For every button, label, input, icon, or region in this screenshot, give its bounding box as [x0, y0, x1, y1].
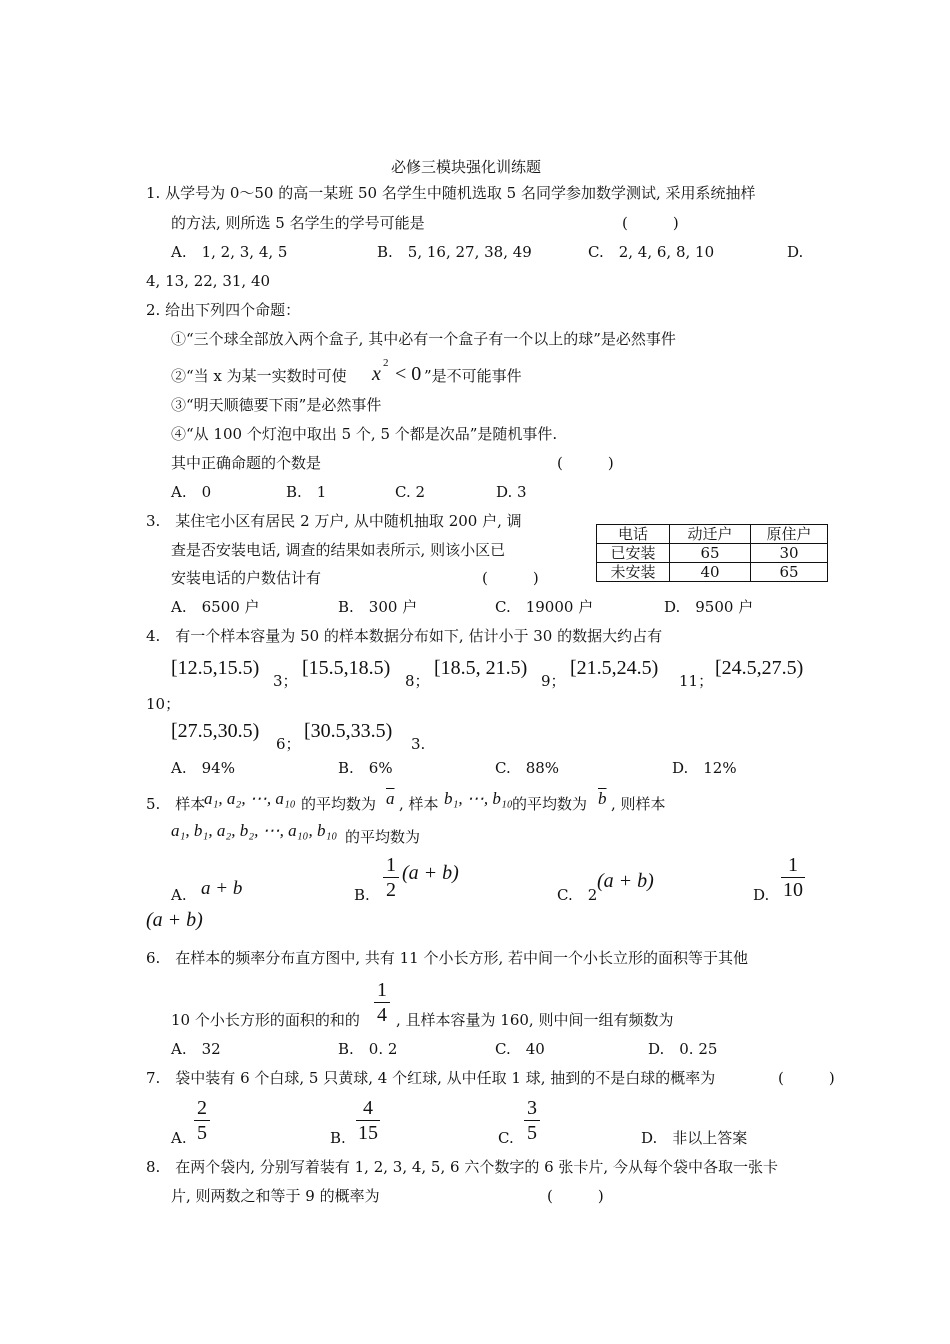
- fraction-denominator: 10: [783, 879, 803, 901]
- q4-interval-count: 6；: [276, 735, 301, 753]
- fraction-bar: [194, 1120, 210, 1121]
- q6-stem-line1: 6. 在样本的频率分布直方图中, 共有 11 个小长方形, 若中间一个小长立形的面积等于其他: [146, 949, 749, 967]
- q5-stem-mid3: 的平均数为: [512, 795, 588, 813]
- q7-stem: 7. 袋中装有 6 个白球, 5 只黄球, 4 个红球, 从中任取 1 球, 抽到的不是白球的概率为: [146, 1069, 716, 1087]
- q4-interval-count-cont: 10；: [146, 695, 181, 713]
- q5-mean-a: $\overline{a}$: [386, 789, 395, 808]
- table-cell: 已安装: [597, 544, 670, 563]
- q3-stem-line3: 安装电话的户数估计有: [171, 569, 322, 587]
- q5-sequence-b: b₁, ⋯, b₁₀: [444, 789, 513, 808]
- q3-option-a: A. 6500 户: [171, 598, 260, 616]
- fraction-numerator: 4: [363, 1097, 373, 1119]
- q5-option-b-label: B.: [354, 886, 370, 904]
- q3-answer-paren: ( ): [482, 569, 539, 587]
- q5-mean-b: $\overline{b}$: [598, 789, 607, 808]
- q5-option-d-fraction: [781, 855, 805, 900]
- fraction-denominator: 4: [377, 1004, 387, 1026]
- q5-option-b-fraction: [383, 855, 399, 900]
- q6-stem-line2-pre: 10 个小长方形的面积的和的: [171, 1011, 360, 1029]
- q7-option-a-label: A.: [171, 1129, 187, 1147]
- q3-stem-line1: 3. 某住宅小区有居民 2 万户, 从中随机抽取 200 户, 调: [146, 512, 522, 530]
- q5-stem-pre: 5. 样本: [146, 795, 206, 813]
- q5-option-d-expr: (a + b): [146, 909, 203, 931]
- fraction-bar: [374, 1002, 390, 1003]
- table-header-cell: 电话: [597, 525, 670, 544]
- q1-option-c: C. 2, 4, 6, 8, 10: [588, 243, 715, 261]
- fraction-numerator: 1: [386, 854, 396, 876]
- q4-interval: [24.5,27.5): [715, 657, 804, 679]
- fraction-numerator: 1: [788, 854, 798, 876]
- q8-stem-line1: 8. 在两个袋内, 分别写着装有 1, 2, 3, 4, 5, 6 六个数字的 6 张卡片, 今从每个袋中各取一张卡: [146, 1158, 778, 1176]
- q5-option-a-expr: a + b: [201, 878, 243, 899]
- q1-answer-paren: ( ): [622, 214, 679, 232]
- q1-option-b: B. 5, 16, 27, 38, 49: [377, 243, 532, 261]
- q5-option-c-expr: (a + b): [597, 870, 654, 892]
- q3-option-b: B. 300 户: [338, 598, 418, 616]
- q4-interval-count: 8；: [405, 672, 430, 690]
- table-header-cell: 动迁户: [670, 525, 751, 544]
- fraction-denominator: 5: [197, 1122, 207, 1144]
- q2-option-d: D. 3: [496, 483, 527, 501]
- table-cell: 65: [670, 544, 751, 563]
- fraction-denominator: 15: [358, 1122, 378, 1144]
- q4-interval-count: 3.: [411, 735, 426, 753]
- q3-survey-table: [596, 524, 828, 582]
- q4-interval: [12.5,15.5): [171, 657, 260, 679]
- q1-option-d-value: 4, 13, 22, 31, 40: [146, 272, 271, 290]
- table-cell: 30: [751, 544, 828, 563]
- q4-interval: [15.5,18.5): [302, 657, 391, 679]
- q5-sequence-a: a₁, a₂, ⋯, a₁₀: [204, 789, 296, 808]
- q3-option-c: C. 19000 户: [495, 598, 594, 616]
- q2-stem: 2. 给出下列四个命题：: [146, 301, 301, 319]
- q6-fraction: [374, 980, 390, 1025]
- q6-stem-line2-post: , 且样本容量为 160, 则中间一组有频数为: [396, 1011, 674, 1029]
- q1-stem-line1: 1. 从学号为 0～50 的高一某班 50 名学生中随机选取 5 名同学参加数学测试, 采用系统抽样: [146, 184, 756, 202]
- q4-interval: [30.5,33.5): [304, 720, 393, 742]
- q2-proposition-1: ①“三个球全部放入两个盒子, 其中必有一个盒子有一个以上的球”是必然事件: [171, 330, 676, 348]
- q5-option-a-label: A.: [171, 886, 187, 904]
- q4-option-d: D. 12%: [672, 759, 737, 777]
- q4-option-a: A. 94%: [171, 759, 235, 777]
- q6-option-b: B. 0. 2: [338, 1040, 398, 1058]
- q1-stem-line2: 的方法, 则所选 5 名学生的学号可能是: [171, 214, 425, 232]
- q2-option-b: B. 1: [286, 483, 327, 501]
- q6-option-d: D. 0. 25: [648, 1040, 718, 1058]
- q4-interval-count: 11；: [679, 672, 714, 690]
- fraction-numerator: 2: [197, 1097, 207, 1119]
- q5-option-c-label: C. 2: [557, 886, 598, 904]
- q7-option-a-fraction: [194, 1098, 210, 1143]
- q2-option-c: C. 2: [395, 483, 426, 501]
- q2-ask: 其中正确命题的个数是: [171, 454, 322, 472]
- q2-proposition-2-pre: ②“当 x 为某一实数时可使: [171, 367, 347, 385]
- q2-answer-paren: ( ): [557, 454, 614, 472]
- q7-answer-paren: ( ): [778, 1069, 835, 1087]
- q2-math-x: x: [372, 363, 381, 385]
- q5-combined-sequence: a₁, b₁, a₂, b₂, ⋯, a₁₀, b₁₀: [171, 821, 338, 840]
- q5-stem-mid1: 的平均数为: [301, 795, 377, 813]
- table-header-cell: 原住户: [751, 525, 828, 544]
- q7-option-b-label: B.: [330, 1129, 346, 1147]
- fraction-denominator: 2: [386, 879, 396, 901]
- fraction-bar: [524, 1120, 540, 1121]
- fraction-denominator: 5: [527, 1122, 537, 1144]
- q4-option-b: B. 6%: [338, 759, 393, 777]
- q4-interval: [18.5, 21.5): [434, 657, 528, 679]
- fraction-numerator: 3: [527, 1097, 537, 1119]
- fraction-bar: [356, 1120, 380, 1121]
- table-cell: 65: [751, 563, 828, 582]
- q2-proposition-2-post: ”是不可能事件: [424, 367, 522, 385]
- table-row: [597, 563, 828, 582]
- q4-stem: 4. 有一个样本容量为 50 的样本数据分布如下, 估计小于 30 的数据大约占有: [146, 627, 663, 645]
- table-row: [597, 544, 828, 563]
- q2-option-a: A. 0: [171, 483, 212, 501]
- q5-ask: 的平均数为: [345, 828, 421, 846]
- q3-stem-line2: 查是否安装电话, 调查的结果如表所示, 则该小区已: [171, 541, 506, 559]
- fraction-bar: [781, 877, 805, 878]
- q4-option-c: C. 88%: [495, 759, 560, 777]
- q7-option-d: D. 非以上答案: [641, 1129, 748, 1147]
- table-cell: 未安装: [597, 563, 670, 582]
- q4-interval-count: 9；: [541, 672, 566, 690]
- q8-stem-line2: 片, 则两数之和等于 9 的概率为: [171, 1187, 380, 1205]
- q3-option-d: D. 9500 户: [664, 598, 754, 616]
- fraction-numerator: 1: [377, 979, 387, 1001]
- q6-option-a: A. 32: [171, 1040, 221, 1058]
- q2-proposition-4: ④“从 100 个灯泡中取出 5 个, 5 个都是次品”是随机事件.: [171, 425, 558, 443]
- q2-math-relation: < 0: [395, 363, 422, 385]
- q8-answer-paren: ( ): [547, 1187, 604, 1205]
- q5-option-d-label: D.: [753, 886, 770, 904]
- q5-option-b-expr: (a + b): [402, 862, 459, 884]
- table-cell: 40: [670, 563, 751, 582]
- q4-interval-count: 3；: [273, 672, 298, 690]
- page-title: 必修三模块强化训练题: [391, 158, 542, 176]
- q5-stem-mid2: , 样本: [399, 795, 439, 813]
- q7-option-c-fraction: [524, 1098, 540, 1143]
- q4-interval: [21.5,24.5): [570, 657, 659, 679]
- q7-option-c-label: C.: [498, 1129, 514, 1147]
- q6-option-c: C. 40: [495, 1040, 545, 1058]
- q1-option-a: A. 1, 2, 3, 4, 5: [171, 243, 288, 261]
- q1-option-d-label: D.: [787, 243, 804, 261]
- fraction-bar: [383, 877, 399, 878]
- q7-option-b-fraction: [356, 1098, 380, 1143]
- q2-proposition-3: ③“明天顺德要下雨”是必然事件: [171, 396, 382, 414]
- q4-interval: [27.5,30.5): [171, 720, 260, 742]
- q5-stem-post: , 则样本: [611, 795, 666, 813]
- q2-math-exponent: 2: [383, 357, 389, 369]
